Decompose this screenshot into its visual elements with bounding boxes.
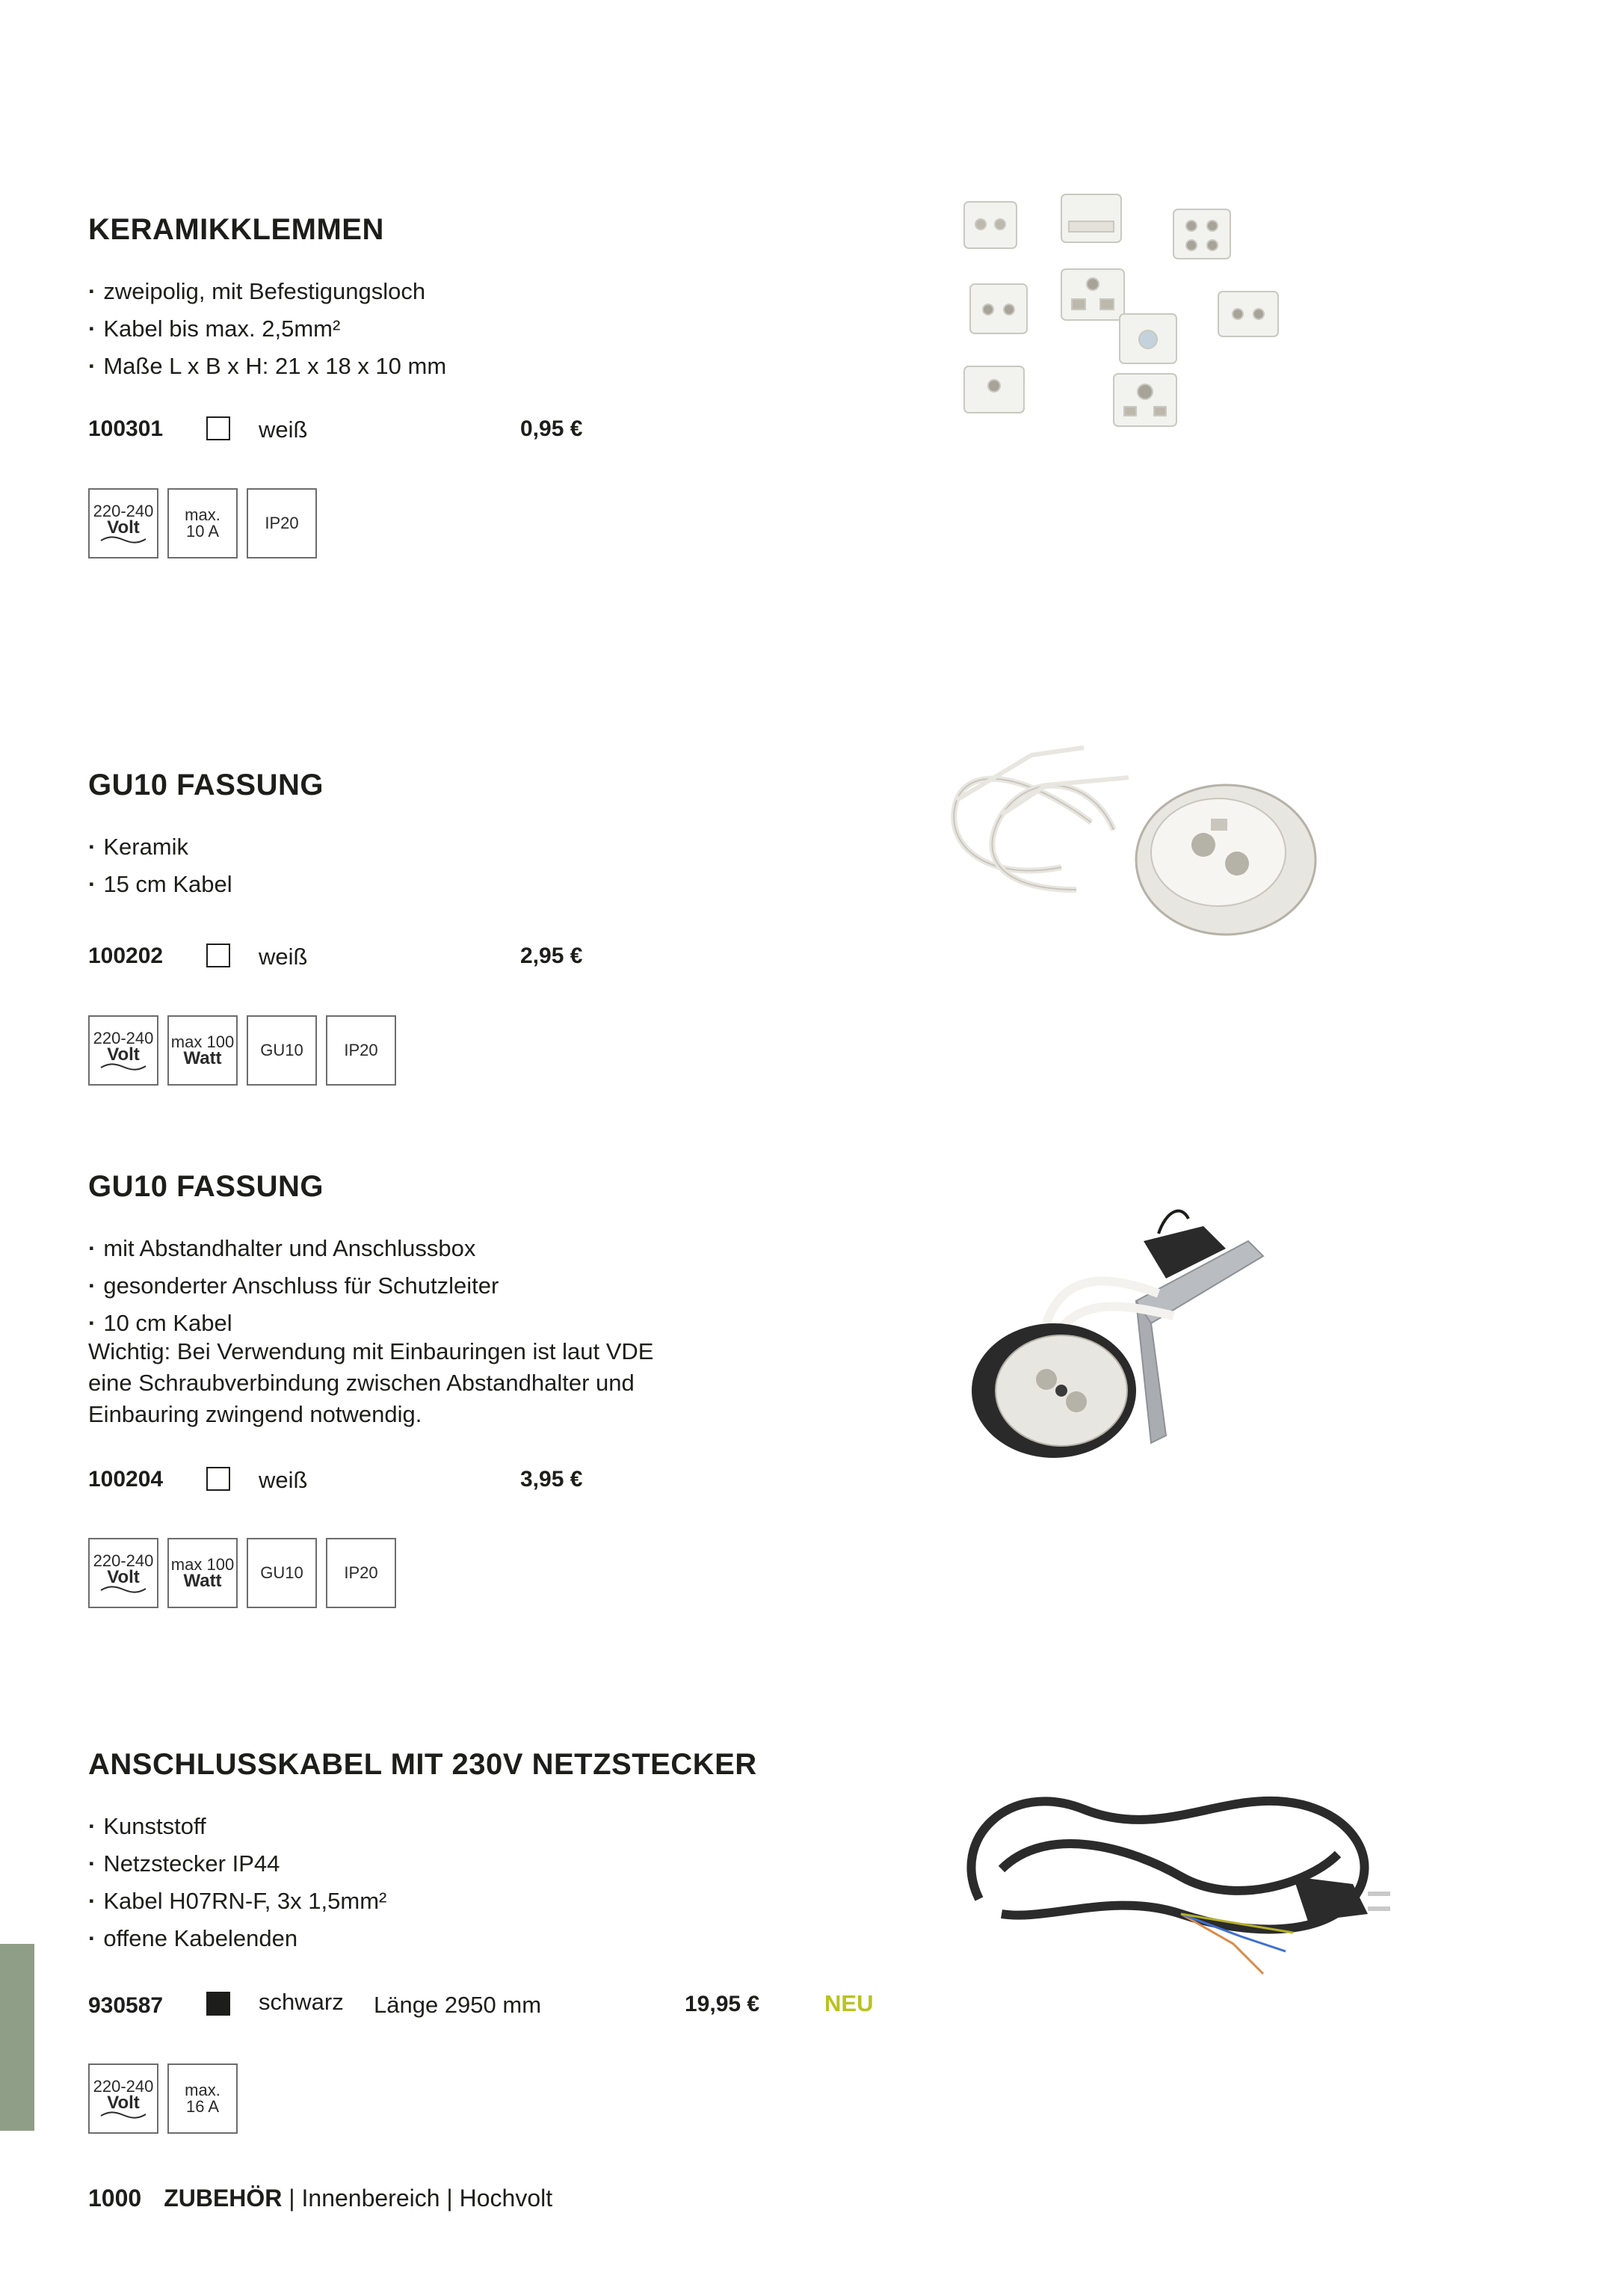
page-footer <box>88 2185 552 2212</box>
color-label: schwarz <box>259 1989 344 2015</box>
feature-item: · mit Abstandhalter und Anschlussbox <box>88 1230 475 1267</box>
price: 3,95 € <box>520 1467 583 1492</box>
page-number: 1000 <box>88 2185 142 2212</box>
socket-type-icon: GU10 <box>247 1538 317 1608</box>
note-line: eine Schraubverbindung zwischen Abstandhalter und <box>88 1370 635 1396</box>
ceramic-terminals-image <box>949 179 1308 449</box>
color-label: weiß <box>259 1467 308 1493</box>
feature-item: · Maße L x B x H: 21 x 18 x 10 mm <box>88 348 446 385</box>
ip-rating-icon: IP20 <box>326 1538 396 1608</box>
product-title: GU10 FASSUNG <box>88 769 324 801</box>
current-icon: max. 10 A <box>167 488 238 558</box>
wattage-icon: max 100 Watt <box>167 1538 238 1608</box>
footer-category: ZUBEHÖR <box>164 2185 283 2212</box>
ip-rating-icon: IP20 <box>247 488 317 558</box>
color-swatch-white <box>206 416 230 440</box>
feature-item: · Kunststoff <box>88 1808 206 1845</box>
spec-badges <box>88 488 317 558</box>
product-title: KERAMIKKLEMMEN <box>88 213 384 246</box>
color-swatch-white <box>206 944 230 967</box>
note-line: Wichtig: Bei Verwendung mit Einbauringen ist laut VDE <box>88 1338 654 1364</box>
voltage-icon: 220-240 Volt <box>88 2063 158 2134</box>
color-label: weiß <box>259 944 308 970</box>
color-swatch-white <box>206 1467 230 1491</box>
feature-item: · Netzstecker IP44 <box>88 1845 280 1883</box>
feature-item: · 10 cm Kabel <box>88 1305 232 1342</box>
feature-item: · Kabel bis max. 2,5mm² <box>88 310 340 348</box>
footer-separator: | <box>439 2185 460 2212</box>
color-swatch-black <box>206 1992 230 2016</box>
spec-badges <box>88 1538 396 1608</box>
length-label: Länge 2950 mm <box>374 1992 542 2018</box>
ip-rating-icon: IP20 <box>326 1015 396 1086</box>
power-cable-image <box>934 1764 1413 1989</box>
spec-badges <box>88 1015 396 1086</box>
footer-separator: | <box>282 2185 302 2212</box>
voltage-icon: 220-240 Volt <box>88 488 158 558</box>
spec-badges <box>88 2063 238 2134</box>
feature-item: · Keramik <box>88 828 188 866</box>
feature-item: · zweipolig, mit Befestigungsloch <box>88 273 425 310</box>
product-note <box>88 1336 761 1430</box>
new-badge: NEU <box>824 1990 874 2016</box>
article-number: 100301 <box>88 416 164 441</box>
side-register-tab <box>0 1944 34 2131</box>
gu10-socket-bracket-image <box>949 1196 1338 1480</box>
current-icon: max. 16 A <box>167 2063 238 2134</box>
price: 2,95 € <box>520 944 583 968</box>
voltage-icon: 220-240 Volt <box>88 1538 158 1608</box>
note-line: Einbauring zwingend notwendig. <box>88 1401 422 1427</box>
feature-item: · 15 cm Kabel <box>88 866 232 903</box>
feature-item: · Kabel H07RN-F, 3x 1,5mm² <box>88 1883 386 1920</box>
voltage-icon: 220-240 Volt <box>88 1015 158 1086</box>
price: 19,95 € <box>685 1992 760 2016</box>
feature-item: · gesonderter Anschluss für Schutzleiter <box>88 1267 499 1305</box>
gu10-socket-image <box>942 733 1330 957</box>
socket-type-icon: GU10 <box>247 1015 317 1086</box>
product-title: ANSCHLUSSKABEL MIT 230V NETZSTECKER <box>88 1748 757 1781</box>
article-number: 930587 <box>88 1993 164 2018</box>
color-label: weiß <box>259 416 308 443</box>
article-number: 100202 <box>88 944 164 968</box>
feature-item: · offene Kabelenden <box>88 1920 297 1957</box>
wattage-icon: max 100 Watt <box>167 1015 238 1086</box>
price: 0,95 € <box>520 416 583 441</box>
product-title: GU10 FASSUNG <box>88 1170 324 1203</box>
article-number: 100204 <box>88 1467 164 1492</box>
footer-subcategory: Innenbereich <box>301 2185 440 2212</box>
footer-subcategory: Hochvolt <box>459 2185 553 2212</box>
